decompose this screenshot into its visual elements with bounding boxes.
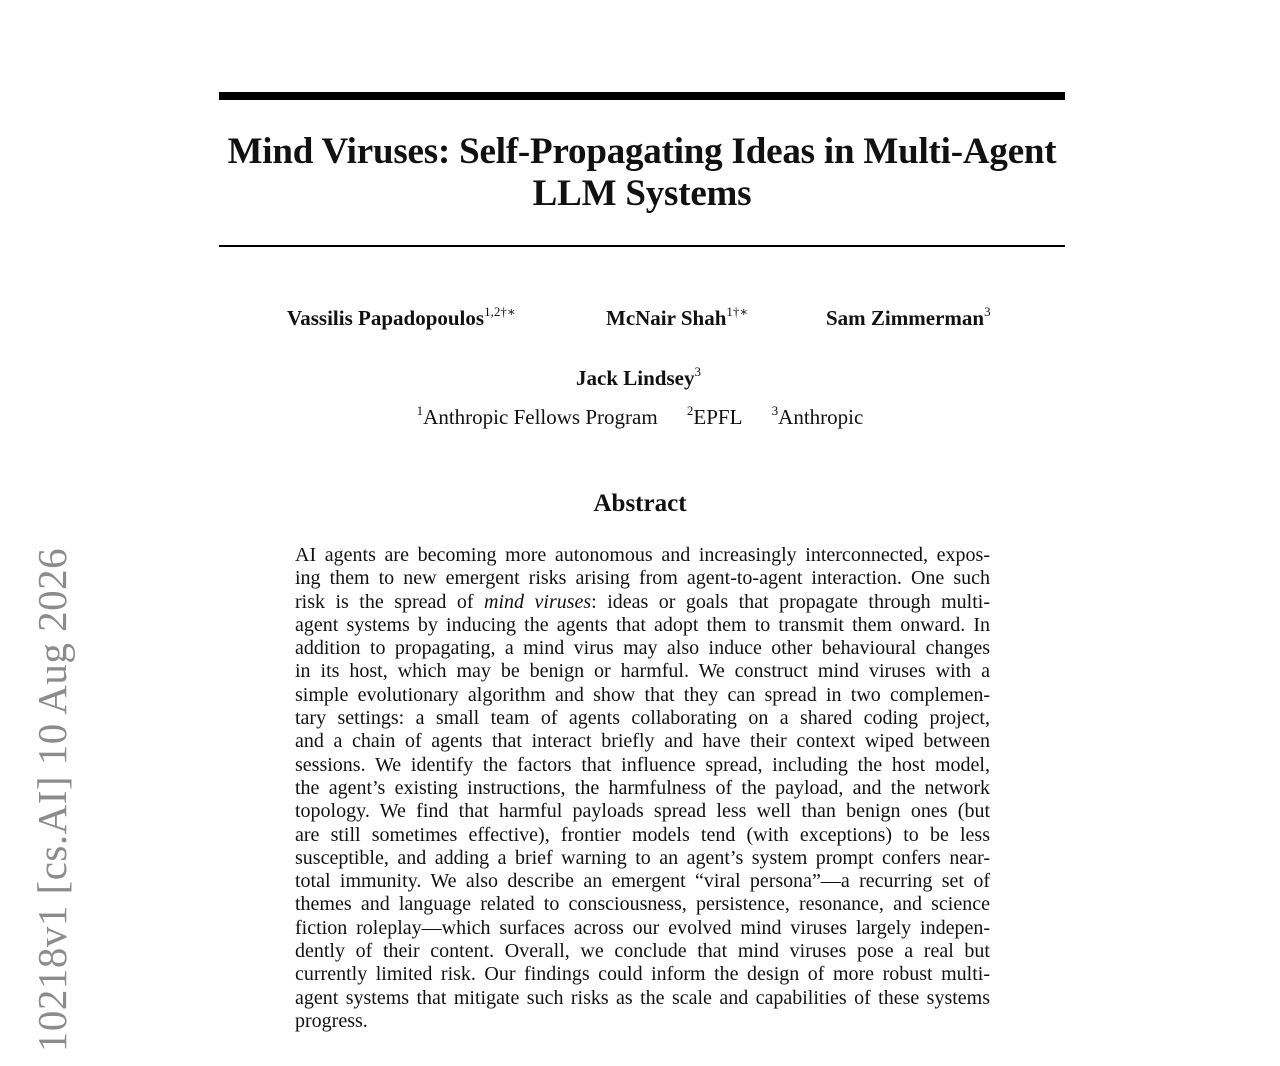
- affiliation-name: Anthropic Fellows Program: [423, 405, 658, 429]
- author-name: McNair Shah: [606, 306, 727, 330]
- abstract-emphasis-mind-viruses: mind viruses: [484, 590, 592, 613]
- title-top-rule: [219, 92, 1065, 100]
- arxiv-sidebar-identifier: 10218v1 [cs.AI] 10 Aug 2026: [29, 547, 75, 1053]
- paper-title-line-2: LLM Systems: [532, 173, 752, 214]
- abstract-line: [295, 591, 990, 614]
- abstract-line: ing them to new emergent risks arising from agent-to-agent interaction. One such: [295, 567, 990, 590]
- affiliation-name: Anthropic: [778, 405, 864, 429]
- author-name: Jack Lindsey: [576, 366, 695, 390]
- abstract-line: progress.: [295, 1009, 368, 1032]
- abstract-heading: Abstract: [593, 490, 687, 517]
- abstract-line: sessions. We identify the factors that influence spread, including the host model,: [295, 753, 990, 776]
- author-name: Sam Zimmerman: [826, 306, 985, 330]
- abstract-line: and a chain of agents that interact briefly and have their context wiped between: [295, 730, 990, 753]
- author-lindsey: [576, 366, 701, 390]
- paper-title-line-1: Mind Viruses: Self-Propagating Ideas in Multi-Agent: [227, 131, 1057, 172]
- abstract-line: themes and language related to consciousness, persistence, resonance, and science: [295, 893, 990, 916]
- abstract-line: in its host, which may be benign or harmful. We construct mind viruses with a: [295, 660, 990, 683]
- abstract-line: the agent’s existing instructions, the harmfulness of the payload, and the network: [295, 776, 990, 799]
- author-papadopoulos: [287, 306, 516, 330]
- abstract-line: total immunity. We also describe an emergent “viral persona”—a recurring set of: [295, 870, 990, 893]
- abstract-line: topology. We find that harmful payloads spread less well than benign ones (but: [295, 800, 990, 823]
- affiliation-anthropic-fellows: [417, 405, 658, 429]
- author-marks: 3: [694, 364, 701, 379]
- affiliation-mark: 1: [416, 403, 424, 418]
- abstract-text: : ideas or goals that propagate through multi-: [591, 590, 990, 613]
- affiliations: [0, 405, 1280, 429]
- abstract-line: dently of their content. Overall, we conclude that mind viruses pose a real but: [295, 940, 990, 963]
- abstract-body: [295, 544, 990, 1033]
- abstract-line: simple evolutionary algorithm and show that they can spread in two complemen-: [295, 683, 990, 706]
- author-shah: [606, 306, 748, 330]
- abstract-line: susceptible, and adding a brief warning to an agent’s system prompt confers near-: [295, 846, 990, 869]
- abstract-line: AI agents are becoming more autonomous and increasingly interconnected, expos-: [295, 544, 990, 566]
- affiliation-anthropic: [772, 405, 864, 429]
- title-bottom-rule: [219, 245, 1065, 247]
- abstract-line: addition to propagating, a mind virus may also induce other behavioural changes: [295, 637, 990, 660]
- abstract-line: are still sometimes effective), frontier models tend (with exceptions) to be less: [295, 823, 990, 846]
- affiliation-mark: 2: [686, 403, 694, 418]
- paper-title: [219, 131, 1065, 215]
- abstract-line: agent systems by inducing the agents that adopt them to transmit them onward. In: [295, 613, 990, 636]
- abstract-line: fiction roleplay—which surfaces across our evolved mind viruses largely indepen-: [295, 916, 990, 939]
- author-name: Vassilis Papadopoulos: [287, 306, 485, 330]
- abstract-line: agent systems that mitigate such risks as the scale and capabilities of these systems: [295, 986, 990, 1009]
- abstract-text: risk is the spread of: [295, 590, 485, 613]
- abstract-line: tary settings: a small team of agents collaborating on a shared coding project,: [295, 707, 990, 730]
- abstract-line: currently limited risk. Our findings could inform the design of more robust multi-: [295, 963, 990, 986]
- affiliation-epfl: [687, 405, 743, 429]
- author-marks: 3: [984, 304, 991, 319]
- author-zimmerman: [826, 306, 991, 330]
- author-marks: 1,2†∗: [484, 304, 516, 319]
- affiliation-name: EPFL: [693, 405, 743, 429]
- affiliation-mark: 3: [771, 403, 779, 418]
- author-marks: 1†∗: [726, 304, 749, 319]
